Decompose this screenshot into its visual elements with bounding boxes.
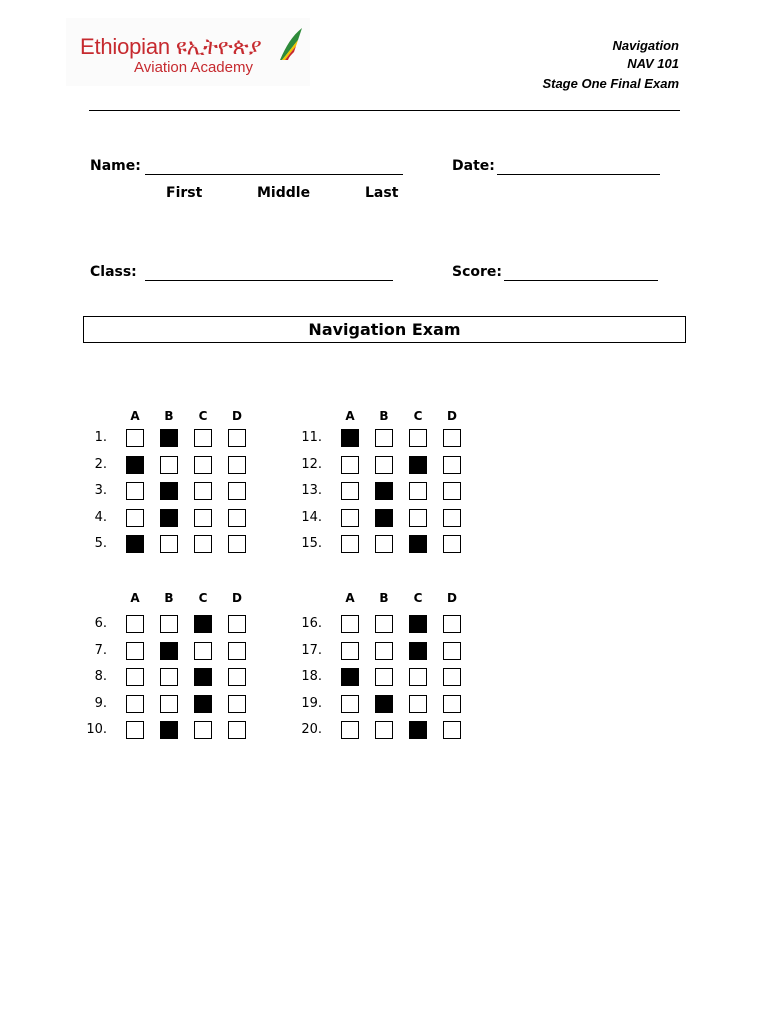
question-number: 20.: [301, 722, 322, 737]
answer-bubble-a[interactable]: [341, 642, 359, 660]
header-exam: Stage One Final Exam: [542, 76, 679, 91]
question-number: 2.: [94, 456, 107, 472]
answer-bubble-c[interactable]: [409, 642, 427, 660]
answer-bubble-d[interactable]: [228, 482, 246, 500]
answer-bubble-b[interactable]: [160, 456, 178, 474]
answer-bubble-b[interactable]: [160, 695, 178, 713]
answer-bubble-d[interactable]: [443, 535, 461, 553]
answer-bubble-d[interactable]: [443, 482, 461, 500]
answer-bubble-b[interactable]: [375, 482, 393, 500]
class-label: Class:: [90, 264, 137, 280]
answer-bubble-c[interactable]: [194, 535, 212, 553]
answer-bubble-d[interactable]: [228, 721, 246, 739]
choice-header-c: C: [413, 591, 423, 605]
question-number: 14.: [301, 509, 322, 525]
answer-bubble-a[interactable]: [126, 482, 144, 500]
answer-bubble-b[interactable]: [160, 721, 178, 739]
answer-bubble-d[interactable]: [443, 429, 461, 447]
question-number: 18.: [301, 669, 322, 684]
answer-bubble-a[interactable]: [126, 642, 144, 660]
exam-title: Navigation Exam: [308, 320, 461, 339]
question-number: 12.: [301, 456, 322, 472]
answer-bubble-d[interactable]: [228, 509, 246, 527]
answer-bubble-c[interactable]: [409, 721, 427, 739]
answer-bubble-b[interactable]: [375, 509, 393, 527]
choice-header-a: A: [345, 591, 355, 605]
answer-bubble-c[interactable]: [409, 668, 427, 686]
answer-bubble-c[interactable]: [194, 668, 212, 686]
logo-title: Ethiopian ዩኢትዮጵያ: [80, 34, 262, 59]
answer-bubble-d[interactable]: [443, 456, 461, 474]
answer-bubble-d[interactable]: [443, 695, 461, 713]
answer-bubble-d[interactable]: [228, 642, 246, 660]
answer-bubble-c[interactable]: [194, 695, 212, 713]
answer-bubble-a[interactable]: [126, 695, 144, 713]
answer-bubble-a[interactable]: [341, 695, 359, 713]
answer-bubble-a[interactable]: [341, 615, 359, 633]
choice-header-a: A: [130, 591, 140, 605]
answer-bubble-a[interactable]: [126, 615, 144, 633]
question-number: 13.: [301, 483, 322, 498]
date-label: Date:: [452, 158, 495, 174]
question-number: 3.: [94, 483, 107, 498]
answer-bubble-b[interactable]: [375, 668, 393, 686]
answer-bubble-b[interactable]: [160, 668, 178, 686]
question-number: 15.: [301, 536, 322, 551]
answer-bubble-b[interactable]: [375, 642, 393, 660]
choice-header-d: D: [447, 409, 457, 423]
answer-bubble-a[interactable]: [126, 429, 144, 447]
answer-bubble-c[interactable]: [409, 535, 427, 553]
choice-header-b: B: [379, 591, 389, 605]
answer-bubble-b[interactable]: [375, 721, 393, 739]
choice-header-c: C: [413, 409, 423, 423]
answer-bubble-b[interactable]: [375, 456, 393, 474]
question-number: 10.: [86, 722, 107, 737]
question-number: 8.: [94, 669, 107, 684]
answer-bubble-d[interactable]: [228, 429, 246, 447]
answer-bubble-c[interactable]: [409, 429, 427, 447]
answer-bubble-c[interactable]: [409, 509, 427, 527]
logo-stripes-icon: [278, 26, 304, 62]
answer-bubble-b[interactable]: [160, 509, 178, 527]
answer-bubble-d[interactable]: [443, 668, 461, 686]
answer-bubble-d[interactable]: [443, 721, 461, 739]
answer-bubble-d[interactable]: [228, 456, 246, 474]
answer-bubble-c[interactable]: [409, 482, 427, 500]
answer-bubble-a[interactable]: [341, 509, 359, 527]
answer-bubble-d[interactable]: [228, 535, 246, 553]
name-field[interactable]: [145, 174, 403, 175]
choice-header-b: B: [164, 591, 174, 605]
question-number: 19.: [301, 695, 322, 711]
answer-bubble-b[interactable]: [375, 429, 393, 447]
answer-bubble-d[interactable]: [228, 668, 246, 686]
answer-bubble-a[interactable]: [341, 668, 359, 686]
answer-bubble-b[interactable]: [160, 615, 178, 633]
score-field[interactable]: [504, 280, 658, 281]
score-label: Score:: [452, 264, 502, 280]
choice-header-d: D: [232, 409, 242, 423]
answer-bubble-d[interactable]: [443, 642, 461, 660]
answer-bubble-d[interactable]: [228, 615, 246, 633]
name-middle-label: Middle: [257, 185, 311, 201]
answer-bubble-b[interactable]: [160, 482, 178, 500]
choice-header-a: A: [130, 409, 140, 423]
answer-bubble-a[interactable]: [341, 456, 359, 474]
date-field[interactable]: [497, 174, 660, 175]
exam-title-box: [83, 316, 686, 343]
answer-bubble-a[interactable]: [341, 429, 359, 447]
question-number: 6.: [94, 616, 107, 631]
question-number: 5.: [94, 536, 107, 551]
choice-header-b: B: [379, 409, 389, 423]
question-number: 7.: [94, 642, 107, 658]
class-field[interactable]: [145, 280, 393, 281]
answer-bubble-d[interactable]: [228, 695, 246, 713]
question-number: 9.: [94, 695, 107, 711]
question-number: 11.: [301, 430, 322, 445]
answer-bubble-a[interactable]: [341, 535, 359, 553]
answer-bubble-c[interactable]: [194, 456, 212, 474]
answer-bubble-c[interactable]: [409, 695, 427, 713]
answer-bubble-a[interactable]: [126, 721, 144, 739]
answer-bubble-c[interactable]: [194, 482, 212, 500]
answer-bubble-c[interactable]: [409, 456, 427, 474]
header-course: NAV 101: [627, 56, 679, 71]
question-number: 4.: [94, 509, 107, 525]
answer-bubble-b[interactable]: [160, 535, 178, 553]
answer-bubble-c[interactable]: [194, 509, 212, 527]
choice-header-c: C: [198, 409, 208, 423]
logo-subtitle: Aviation Academy: [134, 59, 253, 76]
answer-bubble-c[interactable]: [194, 642, 212, 660]
answer-bubble-a[interactable]: [126, 456, 144, 474]
answer-bubble-a[interactable]: [126, 509, 144, 527]
answer-bubble-c[interactable]: [194, 721, 212, 739]
answer-bubble-a[interactable]: [126, 668, 144, 686]
name-label: Name:: [90, 158, 141, 174]
academy-logo: [66, 18, 310, 86]
question-number: 1.: [94, 430, 107, 445]
choice-header-c: C: [198, 591, 208, 605]
choice-header-d: D: [232, 591, 242, 605]
answer-bubble-b[interactable]: [160, 429, 178, 447]
answer-bubble-b[interactable]: [375, 615, 393, 633]
name-first-label: First: [166, 185, 203, 201]
answer-bubble-c[interactable]: [194, 615, 212, 633]
header-divider: [89, 110, 680, 111]
answer-bubble-d[interactable]: [443, 615, 461, 633]
question-number: 16.: [301, 616, 322, 631]
answer-bubble-a[interactable]: [341, 482, 359, 500]
choice-header-a: A: [345, 409, 355, 423]
name-last-label: Last: [365, 185, 399, 201]
answer-bubble-b[interactable]: [375, 695, 393, 713]
answer-bubble-c[interactable]: [194, 429, 212, 447]
choice-header-b: B: [164, 409, 174, 423]
header-subject: Navigation: [612, 38, 679, 53]
choice-header-d: D: [447, 591, 457, 605]
question-number: 17.: [301, 642, 322, 658]
answer-bubble-a[interactable]: [126, 535, 144, 553]
answer-bubble-a[interactable]: [341, 721, 359, 739]
answer-bubble-b[interactable]: [160, 642, 178, 660]
answer-bubble-b[interactable]: [375, 535, 393, 553]
answer-bubble-d[interactable]: [443, 509, 461, 527]
answer-bubble-c[interactable]: [409, 615, 427, 633]
